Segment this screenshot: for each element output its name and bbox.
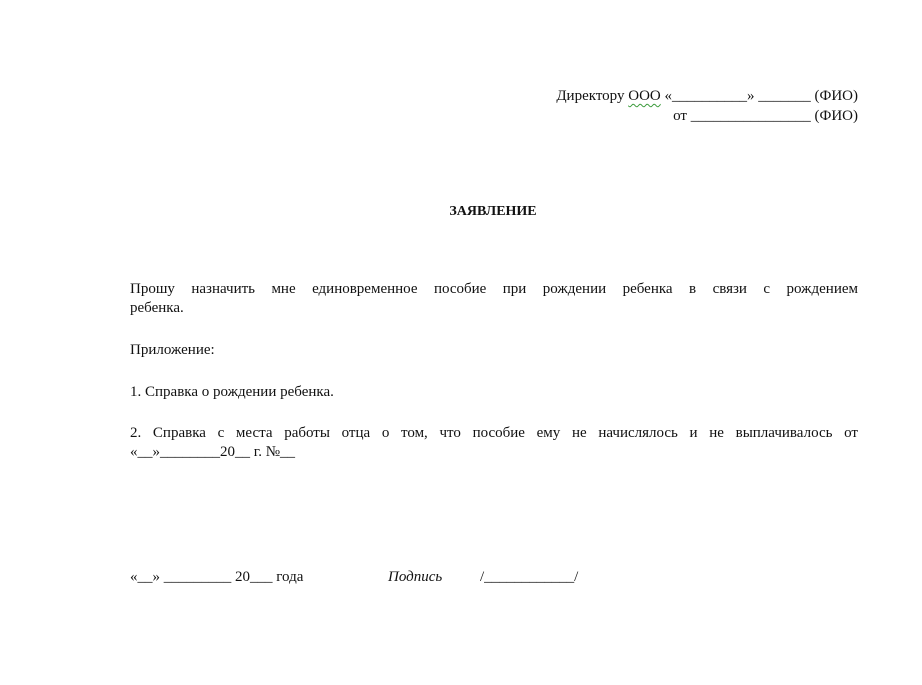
item2-line-2: «__»________20__ г. №__ [130,444,296,460]
sender-line: от ________________ (ФИО) [673,108,858,124]
document-title: ЗАЯВЛЕНИЕ [449,204,537,219]
addressee-rest: «__________» _______ (ФИО) [660,88,858,104]
item2-line-1: 2. Справка с места работы отца о том, что пособие ему не начислялось и не выплачивалось от [130,425,858,441]
attachment-item-2 [130,424,858,462]
signature-label: Подпись [388,569,443,585]
date-field: «__» _________ 20___ года [130,569,304,585]
company-type: ООО [628,88,661,104]
request-line-1: Прошу назначить мне единовременное пособие при рождении ребенка в связи с рождением [130,281,858,297]
attachment-item-1: 1. Справка о рождении ребенка. [130,384,334,400]
attachments-label: Приложение: [130,342,215,358]
signature-field: /____________/ [480,569,579,585]
addressee-prefix: Директору [556,88,629,104]
addressee-line [556,87,858,105]
request-paragraph [130,280,858,318]
request-line-2: ребенка. [130,300,184,316]
